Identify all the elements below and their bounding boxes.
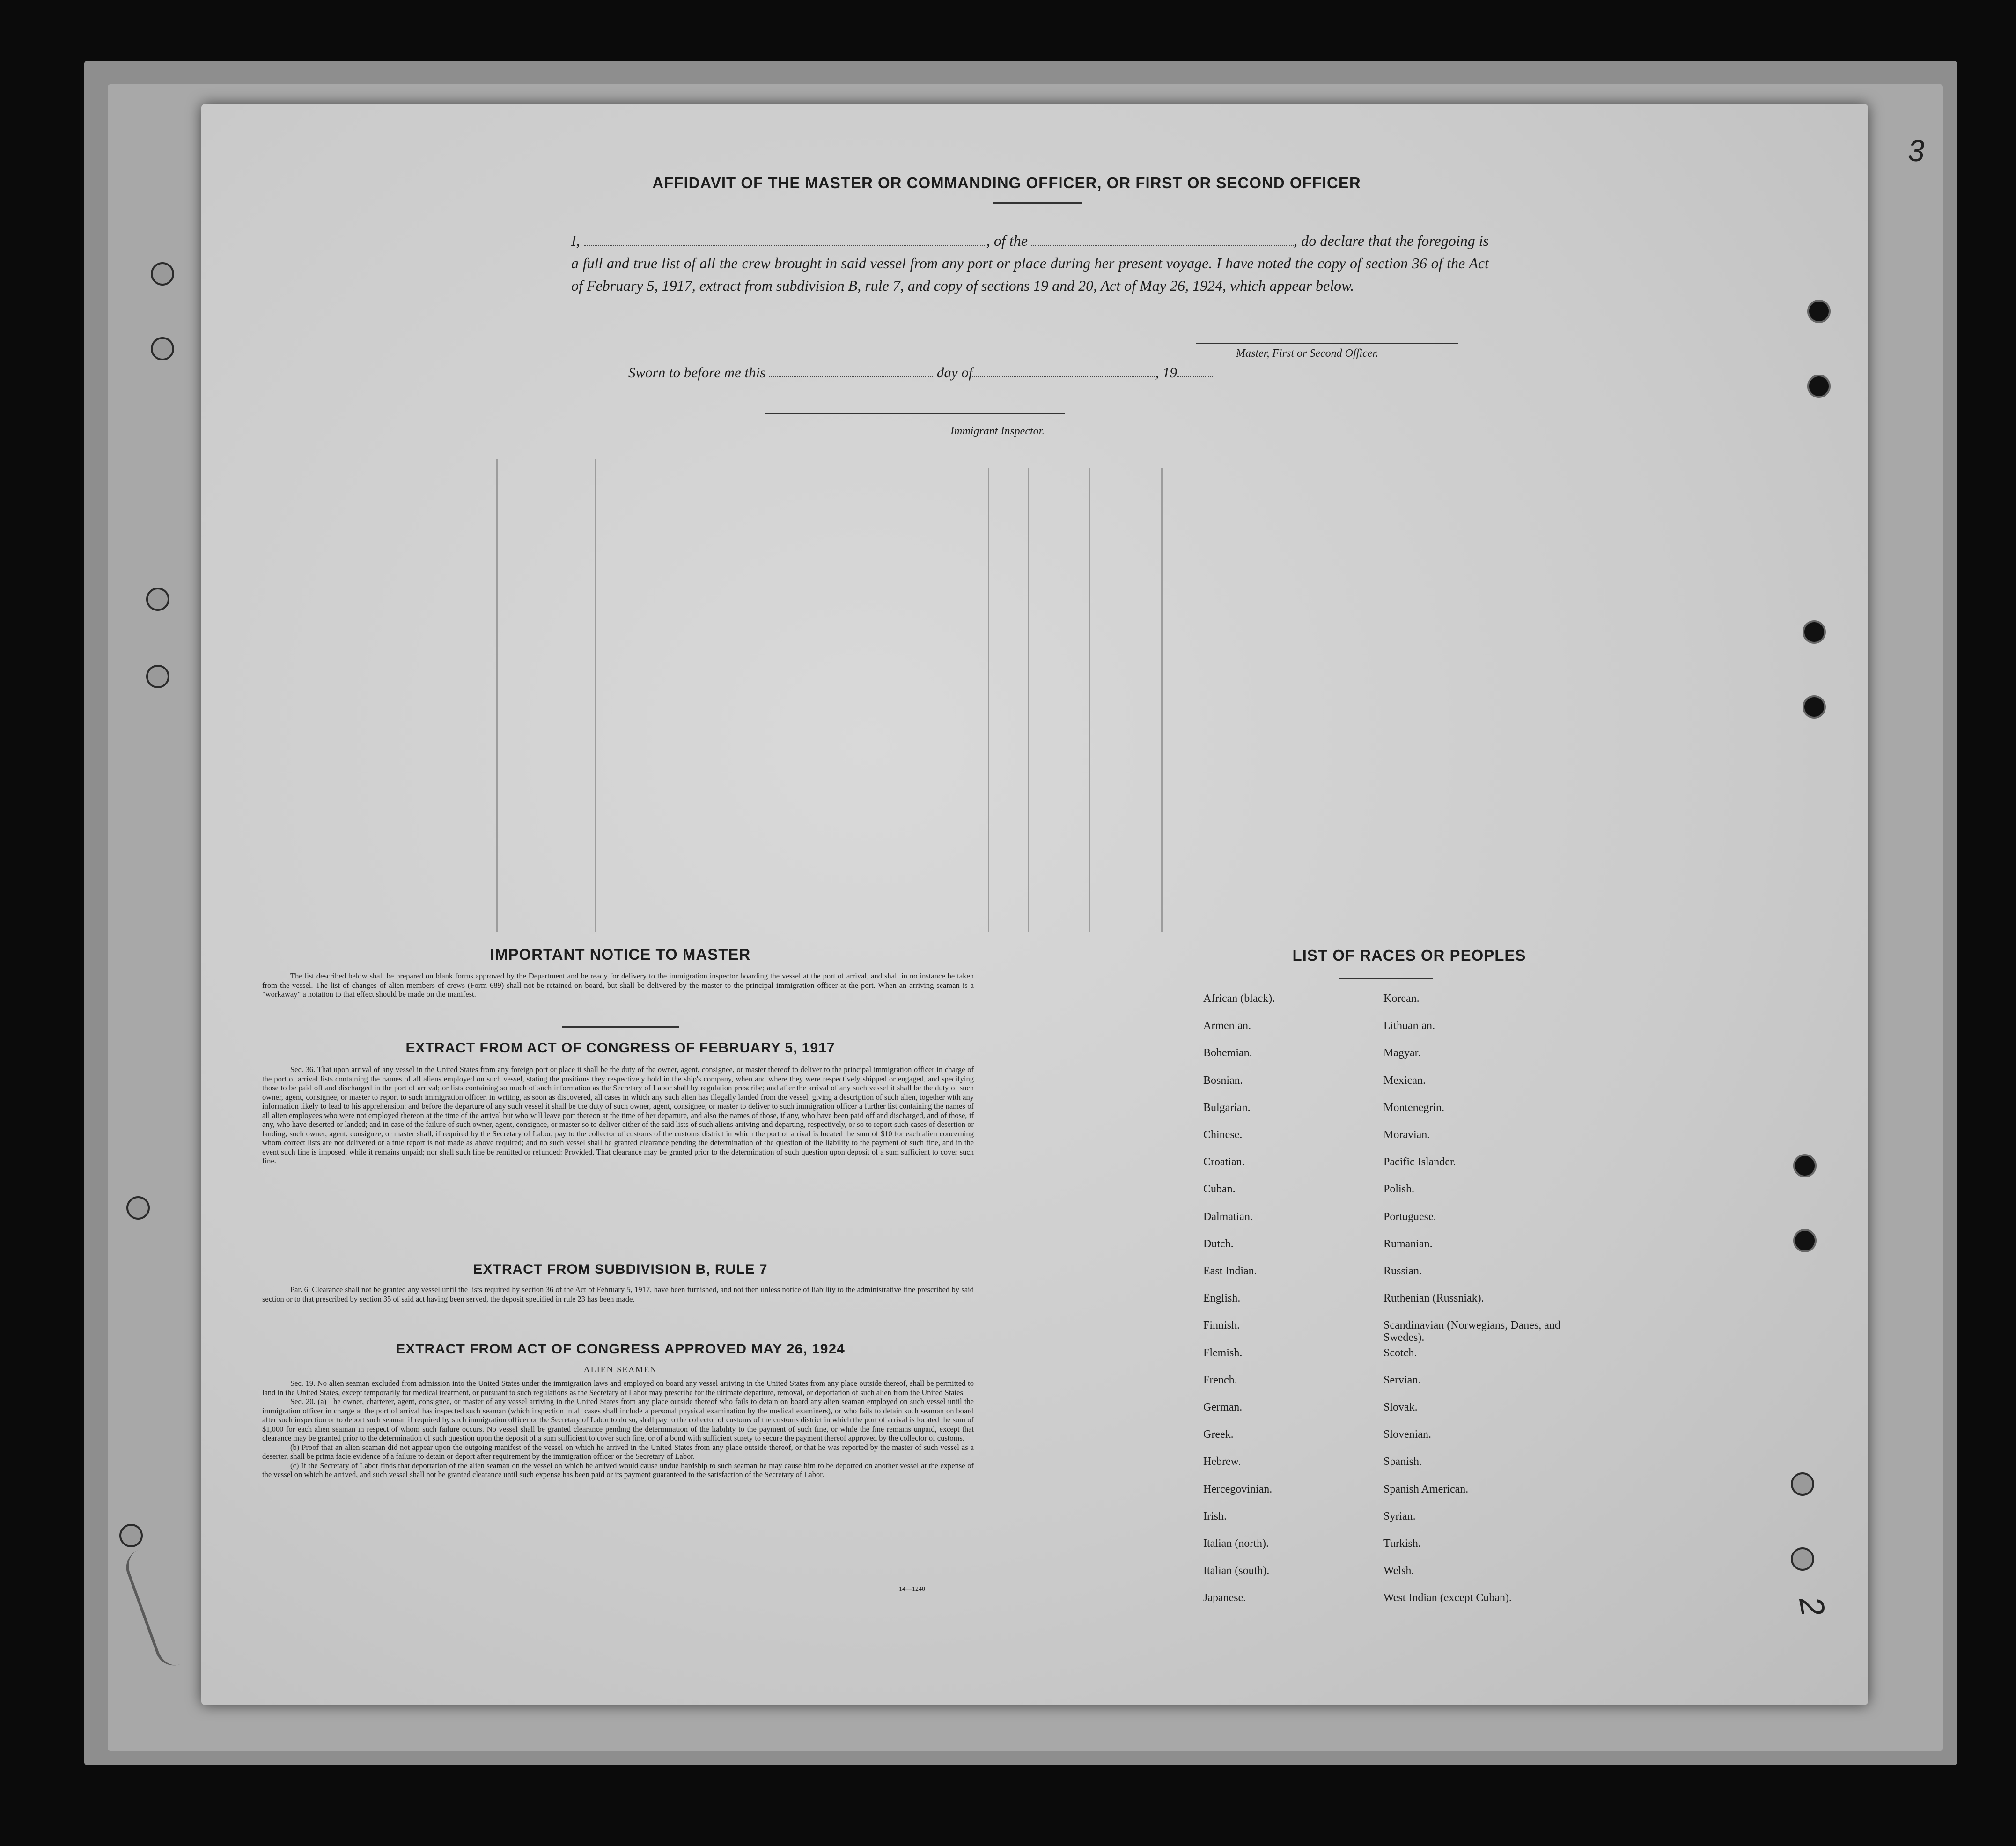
race-item: Mexican.	[1383, 1074, 1426, 1087]
alien-seamen-subtitle: ALIEN SEAMEN	[583, 1365, 657, 1374]
binder-hole-right-8	[1791, 1547, 1814, 1571]
race-item: Ruthenian (Russniak).	[1383, 1292, 1484, 1305]
binder-hole-left-5	[126, 1196, 150, 1220]
race-item: Dutch.	[1203, 1237, 1234, 1250]
extract-1924-text	[262, 1379, 974, 1479]
handwritten-number-bottom: 2	[1792, 1594, 1832, 1619]
race-item: Hercegovinian.	[1203, 1483, 1273, 1495]
race-item: Polish.	[1383, 1183, 1415, 1196]
notice-text	[262, 971, 974, 999]
inspector-signature-line[interactable]	[765, 413, 1065, 414]
race-item: Greek.	[1203, 1428, 1234, 1441]
race-item: German.	[1203, 1401, 1243, 1413]
decl-do-declare: , do declare	[1294, 232, 1365, 249]
race-item: Servian.	[1383, 1374, 1421, 1386]
race-item: Lithuanian.	[1383, 1020, 1435, 1032]
sworn-day-of: day of	[936, 364, 973, 381]
race-item: Finnish.	[1203, 1319, 1240, 1332]
binder-hole-left-1	[151, 262, 174, 286]
race-item: Bohemian.	[1203, 1047, 1252, 1059]
race-item: Flemish.	[1203, 1346, 1243, 1359]
decl-of-the: , of the	[986, 232, 1028, 249]
race-item: Italian (south).	[1203, 1565, 1270, 1577]
sec-36-paragraph: Sec. 36. That upon arrival of any vessel in the United States from any foreign port or place it shall be the duty of the owner, agent, consignee, or master thereof to deliver to the principal immigration officer in charge of the port of arrival lists containing the names of all aliens employed on such vessel, stating the positions they respectively hold in the ship's company, when and where they were respectively shipped or engaged, and specifying those to be paid off and discharged in the port of arrival; or lists containing so much of such information as the Secretary of Labor shall by regulation prescribe; and after the arrival of any such vessel it shall be the duty of such owner, agent, consignee, or master to report to such immigration officer, in writing, as soon as discovered, all cases in which any such alien has illegally landed from the vessel, giving a description of such alien, together with any information likely to lead to his apprehension; and before the departure of any such vessel it shall be the duty of such owner, agent, consignee, or master to deliver to such immigration officer a further list containing the names of all alien employees who were not employed thereon at the time of the arrival but who will leave port thereon at the time of her departure, and also the names of those, if any, who have been paid off and discharged, and of those, if any, who have deserted or landed; and in case of the failure of such owner, agent, consignee, or master so to deliver either of the said lists of such aliens arriving and departing, respectively, or so to report such cases of desertion or landing, such owner, agent, consignee, or master shall, if required by the Secretary of Labor, pay to the collector of customs of the customs district in which the port of arrival is located the sum of $10 for each alien concerning whom correct lists are not delivered or a true report is not made as above required; and no such vessel shall be granted clearance pending the determination of the question of the liability to the payment of such fine, and in the event such fine is imposed, while it remains unpaid; nor shall such fine be remitted or refunded: Provided, That clearance may be granted prior to the determination of such question upon deposit of a sum sufficient to cover such fine.	[262, 1065, 974, 1165]
notice-rule	[562, 1026, 679, 1028]
extract-rule7-text	[262, 1285, 974, 1303]
race-item: French.	[1203, 1374, 1237, 1386]
race-item: Armenian.	[1203, 1020, 1251, 1032]
handwritten-page-number: 3	[1908, 134, 1925, 168]
extract-1917-text	[262, 1065, 974, 1166]
race-item: Hebrew.	[1203, 1456, 1241, 1468]
form-number: 14—1240	[899, 1586, 925, 1593]
sec-20a-paragraph: Sec. 20. (a) The owner, charterer, agent, consignee, or master of any vessel arriving in the United States from any place outside thereof who fails to detain on board any alien seaman employed on such vessel until the immigration officer in charge at the port of arrival has inspected such seaman (which inspection in all cases shall include a personal physical examination by the medical examiners), or who fails to detain such seaman on board after such inspection or to deport such seaman if required by such immigration officer or the Secretary of Labor to do so, shall pay to the collector of customs of the customs district in which the port of arrival is located the sum of $1,000 for each alien seaman in respect of whom such failure occurs. No vessel shall be granted clearance pending the determination of the liability to the payment of such fine, or while the fine remains unpaid, except that clearance may be granted prior to the determination of such question upon the deposit of a sum sufficient to cover such fine, or of a bond with sufficient surety to secure the payment thereof approved by the collector of customs.	[262, 1397, 974, 1442]
race-item: Irish.	[1203, 1510, 1227, 1522]
declaration-text	[571, 229, 1489, 297]
column-line	[1161, 468, 1163, 932]
race-item: Slovak.	[1383, 1401, 1418, 1413]
race-item: Dalmatian.	[1203, 1210, 1253, 1223]
race-item: East Indian.	[1203, 1265, 1257, 1277]
master-signature-line[interactable]	[1196, 343, 1458, 344]
binder-hole-right-1	[1807, 300, 1831, 323]
sworn-year: , 19	[1155, 364, 1177, 381]
race-item: Cuban.	[1203, 1183, 1236, 1196]
race-item: Spanish American.	[1383, 1483, 1469, 1495]
notice-paragraph: The list described below shall be prepared on blank forms approved by the Department and be ready for delivery to the immigration inspector boarding the vessel at the port of arrival, and shall in no instance be taken from the vessel. The list of changes of alien members of crews (Form 689) shall not be retained on board, but shall be delivered by the master to the principal immigration officer at the port. When an arriving seaman is a "workaway" a notation to that effect should be made on the manifest.	[262, 971, 974, 999]
binder-hole-left-2	[151, 337, 174, 360]
race-item: English.	[1203, 1292, 1241, 1305]
race-item: Moravian.	[1383, 1129, 1430, 1141]
binder-hole-right-4	[1803, 695, 1826, 719]
extract-rule7-title: EXTRACT FROM SUBDIVISION B, RULE 7	[473, 1262, 768, 1277]
master-caption: Master, First or Second Officer.	[1236, 347, 1378, 360]
race-item: Croatian.	[1203, 1156, 1245, 1169]
decl-i: I,	[571, 232, 580, 249]
binder-hole-right-6	[1793, 1229, 1817, 1252]
race-item: Russian.	[1383, 1265, 1422, 1277]
race-item: Scotch.	[1383, 1346, 1417, 1359]
par-6-paragraph: Par. 6. Clearance shall not be granted any vessel until the lists required by section 36 of the Act of February 5, 1917, have been furnished, and not then unless notice of liability to the administrative fine prescribed by said section or to that prescribed by section 35 of said act having been served, the deposit specified in rule 23 has been made.	[262, 1285, 974, 1303]
decl-rest: that the foregoing is a full and true list of all the crew brought in said vessel from any port or place during her present voyage. I have noted the copy of section 36 of the Act of February 5, 1917, extract from subdivision B, rule 7, and copy of sections 19 and 20, Act of May 26, 1924, which appear below.	[571, 232, 1489, 294]
race-item: Pacific Islander.	[1383, 1156, 1456, 1169]
race-item: African (black).	[1203, 993, 1275, 1005]
binder-hole-right-2	[1807, 375, 1831, 398]
race-item: Rumanian.	[1383, 1237, 1433, 1250]
races-title: LIST OF RACES OR PEOPLES	[1292, 947, 1526, 964]
sworn-month-blank[interactable]	[972, 364, 1155, 377]
column-line	[496, 459, 498, 932]
extract-1924-title: EXTRACT FROM ACT OF CONGRESS APPROVED MAY 26, 1924	[396, 1341, 845, 1357]
binder-hole-left-4	[146, 665, 169, 688]
binder-hole-right-3	[1803, 620, 1826, 644]
affidavit-title: AFFIDAVIT OF THE MASTER OR COMMANDING OFFICER, OR FIRST OR SECOND OFFICER	[652, 174, 1361, 191]
race-item: Italian (north).	[1203, 1537, 1269, 1550]
race-item: Montenegrin.	[1383, 1101, 1444, 1114]
race-item: Syrian.	[1383, 1510, 1416, 1522]
sec-20c-paragraph: (c) If the Secretary of Labor finds that deportation of the alien seaman on the vessel on which he arrived would cause undue hardship to such seaman he may cause him to be deported on another vessel at the expense of the vessel on which he arrived, and such vessel shall not be granted clearance until such expense has been paid or its payment guaranteed to the satisfaction of the Secretary of Labor.	[262, 1461, 974, 1479]
sworn-day-blank[interactable]	[769, 364, 933, 377]
binder-hole-right-7	[1791, 1472, 1814, 1496]
notice-title: IMPORTANT NOTICE TO MASTER	[490, 946, 751, 963]
races-rule	[1339, 978, 1433, 979]
column-line	[1028, 468, 1029, 932]
sec-20b-paragraph: (b) Proof that an alien seaman did not appear upon the outgoing manifest of the vessel on which he arrived in the United States from any place outside thereof, or that he was reported by the master of such vessel as a deserter, shall be prima facie evidence of a failure to detain or deport after requirement by the immigration officer or the Secretary of Labor.	[262, 1442, 974, 1461]
title-rule	[993, 202, 1082, 204]
race-item: West Indian (except Cuban).	[1383, 1592, 1512, 1604]
race-item: Portuguese.	[1383, 1210, 1436, 1223]
race-item: Magyar.	[1383, 1047, 1421, 1059]
race-item: Welsh.	[1383, 1565, 1414, 1577]
sec-19-paragraph: Sec. 19. No alien seaman excluded from admission into the United States under the immigration laws and employed on board any vessel arriving in the United States from any place outside thereof, shall be permitted to land in the United States, except temporarily for medical treatment, or pursuant to such regulations as the Secretary of Labor may prescribe for the ultimate departure, removal, or deportation of such alien from the United States.	[262, 1379, 974, 1397]
sworn-line	[628, 364, 1214, 381]
race-item: Bulgarian.	[1203, 1101, 1251, 1114]
race-item: Slovenian.	[1383, 1428, 1431, 1441]
race-item: Spanish.	[1383, 1456, 1422, 1468]
name-blank[interactable]	[584, 233, 986, 246]
binder-hole-left-6	[119, 1524, 143, 1547]
sworn-prefix: Sworn to before me this	[628, 364, 766, 381]
binder-hole-right-5	[1793, 1154, 1817, 1177]
extract-1917-title: EXTRACT FROM ACT OF CONGRESS OF FEBRUARY 5, 1917	[405, 1040, 835, 1056]
race-item: Chinese.	[1203, 1129, 1243, 1141]
column-line	[595, 459, 596, 932]
race-item: Korean.	[1383, 993, 1420, 1005]
race-item: Japanese.	[1203, 1592, 1246, 1604]
binder-hole-left-3	[146, 588, 169, 611]
race-item: Bosnian.	[1203, 1074, 1243, 1087]
sworn-year-blank[interactable]	[1177, 364, 1214, 377]
vessel-blank[interactable]	[1031, 233, 1294, 246]
column-line	[1089, 468, 1090, 932]
column-line	[988, 468, 989, 932]
inspector-caption: Immigrant Inspector.	[950, 425, 1045, 437]
race-item: Turkish.	[1383, 1537, 1421, 1550]
race-item: Scandinavian (Norwegians, Danes, and Swedes).	[1383, 1319, 1560, 1344]
